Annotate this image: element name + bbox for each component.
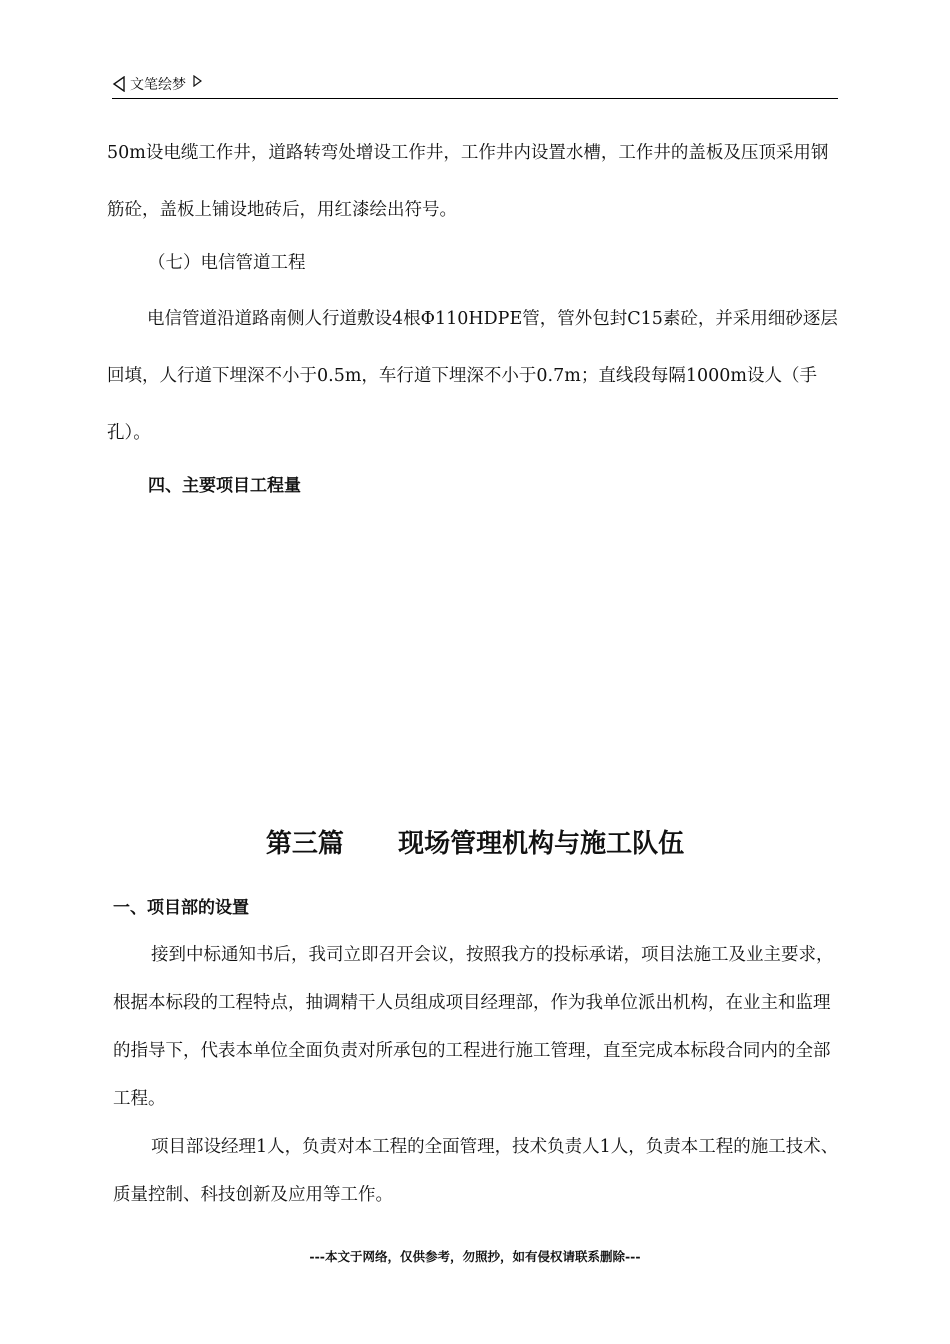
heading-project-department: 一、项目部的设置: [113, 898, 249, 918]
paragraph-cable-wells: 50m设电缆工作井，道路转弯处增设工作井，工作井内设置水槽，工作井的盖板及压顶采用钢筋砼，盖板上铺设地砖后，用红漆绘出符号。: [107, 143, 829, 220]
paragraph-telecom-pipeline: 电信管道沿道路南侧人行道敷设4根Φ110HDPE管，管外包封C15素砼，并采用细砂逐层回填，人行道下埋深不小于0.5m，车行道下埋深不小于0.7m；直线段每隔1000m设人（手孔）。: [107, 309, 838, 443]
triangle-right-outline-icon: [192, 75, 202, 87]
paragraph-staffing: 项目部设经理1人，负责对本工程的全面管理，技术负责人1人，负责本工程的施工技术、质量控制、科技创新及应用等工作。: [113, 1137, 839, 1205]
brand-label: 文笔绘梦: [130, 77, 186, 93]
triangle-left-outline-icon: [112, 76, 126, 92]
paragraph-project-department: 接到中标通知书后，我司立即召开会议，按照我方的投标承诺，项目法施工及业主要求，根据本标段的工程特点，抽调精干人员组成项目经理部，作为我单位派出机构，在业主和监理的指导下，代表本单位全面负责对所承包的工程进行施工管理，直至完成本标段合同内的全部工程。: [113, 945, 834, 1109]
page-header: [112, 72, 838, 99]
heading-main-quantities: 四、主要项目工程量: [148, 476, 301, 496]
chapter-title: 第三篇 现场管理机构与施工队伍: [265, 829, 685, 859]
page-footer-disclaimer: ---本文于网络，仅供参考，勿照抄，如有侵权请联系删除---: [309, 1249, 641, 1264]
header-brand: [112, 74, 202, 94]
subheading-telecom-pipeline: （七）电信管道工程: [148, 253, 306, 273]
